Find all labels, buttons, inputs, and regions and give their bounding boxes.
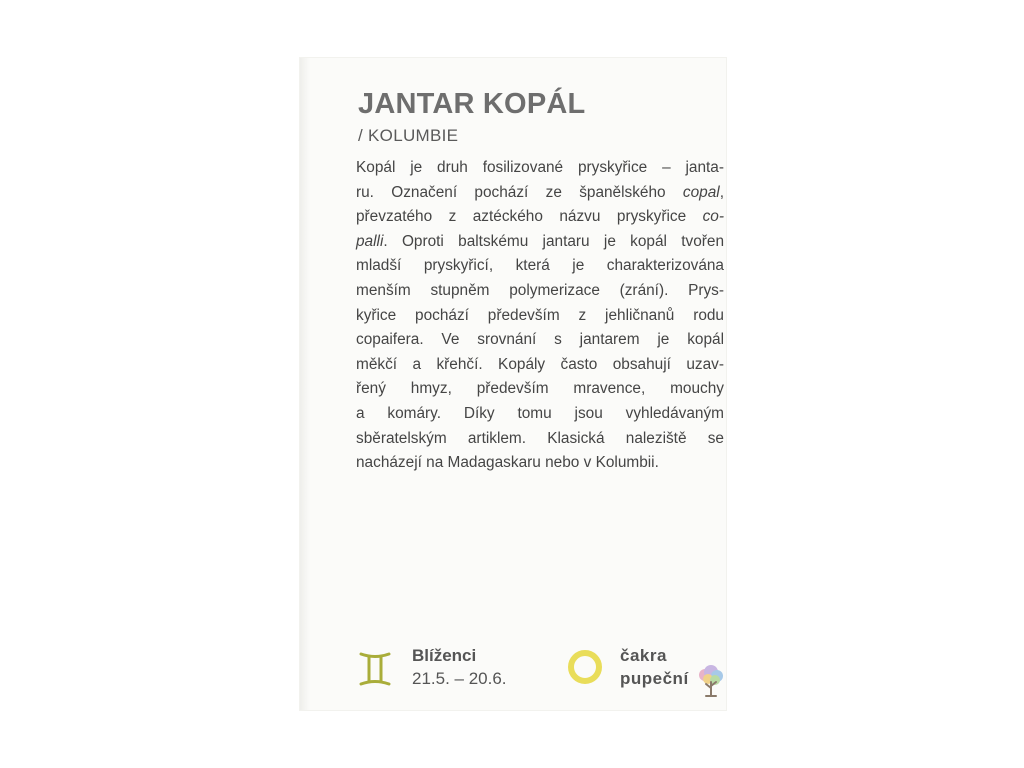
description-line: měkčí a křehčí. Kopály často obsahují uzav- bbox=[356, 355, 724, 373]
chakra-name-line1: čakra bbox=[620, 646, 667, 665]
description-line: mladší pryskyřicí, která je charakterizována bbox=[356, 257, 724, 275]
card-title: JANTAR KOPÁL bbox=[358, 88, 586, 120]
gemini-icon bbox=[358, 650, 392, 688]
scan-edge-shadow bbox=[300, 58, 310, 710]
description-line: ru. Označení pochází ze španělského copal, bbox=[356, 183, 724, 201]
description-line: copaifera. Ve srovnání s jantarem je kopál bbox=[356, 331, 724, 349]
description-line: nacházejí na Madagaskaru nebo v Kolumbii. bbox=[356, 454, 659, 472]
card-footer bbox=[358, 644, 726, 704]
description-line: a komáry. Díky tomu jsou vyhledávaným bbox=[356, 404, 724, 422]
description-line: sběratelským artiklem. Klasická naleziště se bbox=[356, 429, 724, 447]
description-line: palli. Oproti baltskému jantaru je kopál tvořen bbox=[356, 232, 724, 250]
card-description bbox=[356, 156, 724, 476]
zodiac-dates: 21.5. – 20.6. bbox=[412, 669, 507, 688]
tree-icon bbox=[696, 664, 726, 698]
mineral-card bbox=[300, 58, 726, 710]
description-line: převzatého z aztéckého názvu pryskyřice co- bbox=[356, 208, 724, 226]
description-line: menším stupněm polymerizace (zrání). Prys- bbox=[356, 281, 724, 299]
description-line: řený hmyz, především mravence, mouchy bbox=[356, 380, 724, 398]
zodiac-name: Blíženci bbox=[412, 646, 477, 665]
chakra-ring-icon bbox=[566, 648, 604, 686]
card-subtitle: / KOLUMBIE bbox=[358, 126, 459, 145]
description-line: kyřice pochází především z jehličnanů rodu bbox=[356, 306, 724, 324]
description-line: Kopál je druh fosilizované pryskyřice – janta- bbox=[356, 159, 724, 176]
chakra-name-line2: pupeční bbox=[620, 669, 689, 688]
